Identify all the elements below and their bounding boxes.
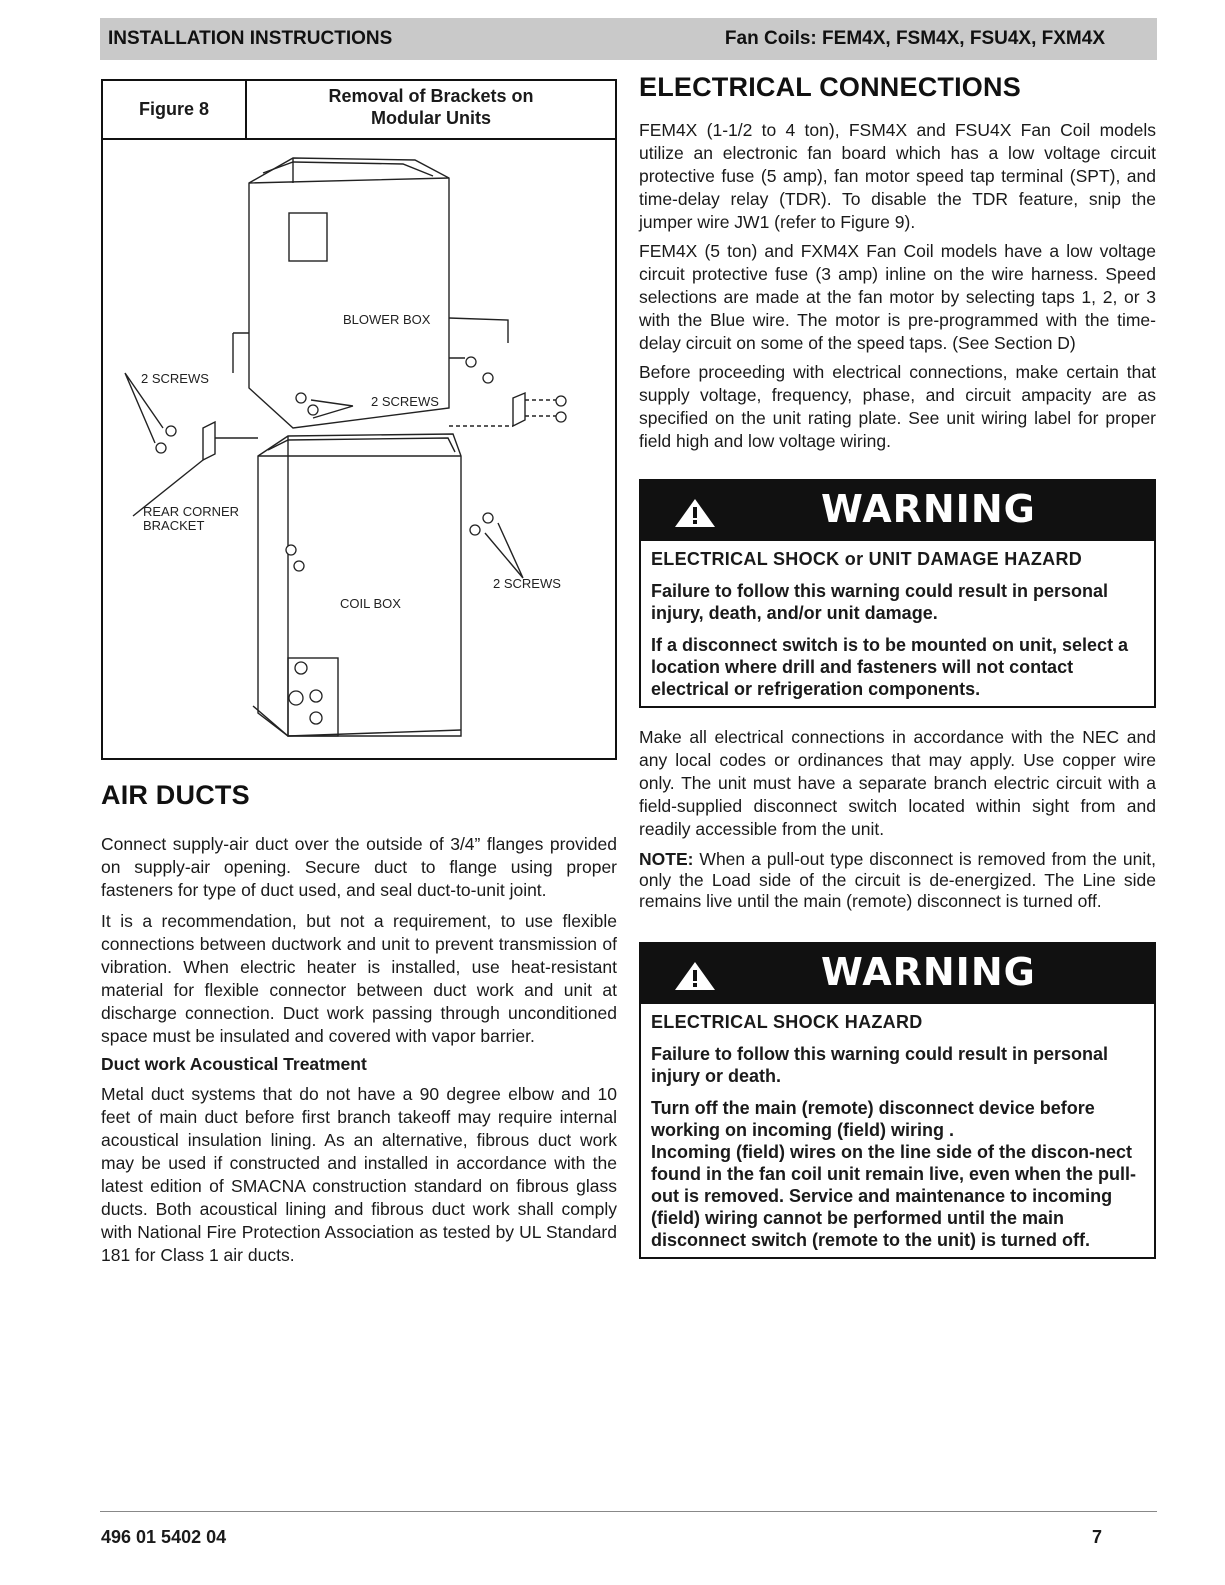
figure-number: Figure 8	[103, 81, 247, 138]
air-ducts-heading: AIR DUCTS	[101, 780, 250, 810]
note-text: When a pull-out type disconnect is removed from the unit, only the Load side of the circuit is de-energized. The Line side remains live until the main (remote) disconnect is turned off.	[639, 849, 1156, 911]
pipe-fitting-icon	[310, 690, 322, 702]
label-screws-left: 2 SCREWS	[141, 371, 209, 386]
screw-icon	[166, 426, 176, 436]
screw-icon	[296, 393, 306, 403]
figure-8	[101, 79, 617, 760]
air-ducts-section	[101, 780, 617, 1267]
electrical-note	[639, 849, 1156, 912]
label-screws-middle: 2 SCREWS	[371, 394, 439, 409]
screw-icon	[308, 405, 318, 415]
electrical-heading: ELECTRICAL CONNECTIONS	[639, 72, 1021, 102]
electrical-paragraph-4: Make all electrical connections in accordance with the NEC and any local codes or ordinances that may apply. Use copper wire only. The unit must have a separate branch electric circuit with a field-supplied disconnect switch located within sight from and readily accessible from the unit.	[639, 727, 1156, 839]
figure-title	[247, 85, 615, 129]
label-screws-right: 2 SCREWS	[493, 576, 561, 591]
label-rear-corner-1: REAR CORNER	[143, 504, 240, 519]
warning-instruction: If a disconnect switch is to be mounted on unit, select a location where drill and fasteners will not contact electrical or refrigeration components.	[651, 635, 1129, 699]
warning-word: WARNING	[821, 950, 1036, 994]
warning-triangle-icon	[673, 497, 717, 529]
blower-access-panel	[289, 213, 327, 261]
warning-banner	[641, 944, 1154, 1004]
air-ducts-paragraph-3: Metal duct systems that do not have a 90 degree elbow and 10 feet of main duct before first branch takeoff may require internal acoustical insulation lining. As an alternative, fibrous duct work may be used if constructed and installed in accordance with the latest edition of SMACNA construction standard on fibrous glass ducts. Both acoustical lining and fibrous duct work shall comply with National Fire Protection Association as tested by UL Standard 181 for Class 1 air ducts.	[101, 1084, 617, 1265]
warning-banner	[641, 481, 1154, 541]
blower-box-outline	[249, 158, 449, 428]
leader-screws-right	[485, 523, 523, 578]
electrical-section	[639, 72, 1156, 1259]
screw-icon	[294, 561, 304, 571]
warning-consequence: Failure to follow this warning could result in personal injury or death.	[651, 1044, 1109, 1086]
screw-icon	[156, 443, 166, 453]
pipe-fitting-icon	[310, 712, 322, 724]
electrical-paragraph-1: FEM4X (1-1/2 to 4 ton), FSM4X and FSU4X Fan Coil models utilize an electronic fan board which has a low voltage circuit protective fuse (5 amp), fan motor speed tap terminal (SPT), and time-delay relay (TDR). To disable the TDR feature, snip the jumper wire JW1 (refer to Figure 9).	[639, 120, 1156, 232]
header-models: Fan Coils: FEM4X, FSM4X, FSU4X, FXM4X	[724, 28, 1105, 49]
header-bar	[100, 18, 1157, 60]
warning-hazard-title: ELECTRICAL SHOCK HAZARD	[651, 1012, 923, 1032]
screw-icon	[556, 396, 566, 406]
figure-header	[103, 81, 615, 140]
document-number: 496 01 5402 04	[101, 1527, 227, 1547]
warning-consequence: Failure to follow this warning could result in personal injury, death, and/or unit damage.	[651, 581, 1109, 623]
label-rear-corner-2: BRACKET	[143, 518, 205, 533]
electrical-paragraph-3: Before proceeding with electrical connections, make certain that supply voltage, frequency, phase, and circuit ampacity are as specified on the unit rating plate. See unit wiring label for proper field high and low voltage wiring.	[639, 362, 1156, 451]
pipe-fitting-icon	[295, 662, 307, 674]
warning-word: WARNING	[821, 487, 1036, 531]
footer-rule	[100, 1511, 1157, 1512]
warning-hazard-title: ELECTRICAL SHOCK or UNIT DAMAGE HAZARD	[651, 549, 1083, 569]
pipe-fitting-icon	[289, 691, 303, 705]
label-coil-box: COIL BOX	[340, 596, 401, 611]
right-bracket	[513, 393, 525, 426]
bracket-removal-diagram	[103, 138, 615, 758]
electrical-paragraph-2: FEM4X (5 ton) and FXM4X Fan Coil models have a low voltage circuit protective fuse (3 amp) inline on the wire harness. Speed selections are made at the fan motor by selecting taps 1, 2, or 3 with the Blue wire. The motor is pre-programmed with the time-delay circuit on some of the speed taps. (See Section D)	[639, 241, 1156, 353]
warning-instruction-2: Incoming (field) wires on the line side of the discon-nect found in the fan coil unit remain live, even when the pull-out is removed. Service and maintenance to incoming (field) wiring cannot be performed until the main disconnect switch (remote to the unit) is turned off.	[651, 1142, 1137, 1250]
warning-instruction-1: Turn off the main (remote) disconnect device before working on incoming (field) wiring .	[651, 1098, 1095, 1140]
air-ducts-paragraph-1: Connect supply-air duct over the outside of 3/4” flanges provided on supply-air opening. Secure duct to flange using proper fasteners for type of duct used, and seal duct-to-unit joint.	[101, 834, 617, 900]
page-number: 7	[1092, 1527, 1103, 1547]
figure-title-line2: Modular Units	[371, 108, 491, 128]
screw-icon	[483, 373, 493, 383]
warning-box-2	[639, 942, 1156, 1259]
screw-icon	[556, 412, 566, 422]
label-blower-box: BLOWER BOX	[343, 312, 431, 327]
acoustical-subheading: Duct work Acoustical Treatment	[101, 1054, 367, 1074]
screw-icon	[483, 513, 493, 523]
note-label: NOTE:	[639, 849, 694, 869]
screw-icon	[470, 525, 480, 535]
warning-box-1	[639, 479, 1156, 708]
rear-corner-bracket	[203, 422, 215, 460]
figure-title-line1: Removal of Brackets on	[328, 86, 534, 106]
warning-triangle-icon	[673, 960, 717, 992]
screw-icon	[466, 357, 476, 367]
header-title: INSTALLATION INSTRUCTIONS	[108, 28, 393, 49]
air-ducts-paragraph-2: It is a recommendation, but not a requirement, to use flexible connections between ductwork and unit to prevent transmission of vibration. When electric heater is installed, use heat-resistant material for flexible connector between duct work and unit at discharge connection. Duct work passing through unconditioned space must be insulated and covered with vapor barrier.	[101, 911, 617, 1046]
screw-icon	[286, 545, 296, 555]
